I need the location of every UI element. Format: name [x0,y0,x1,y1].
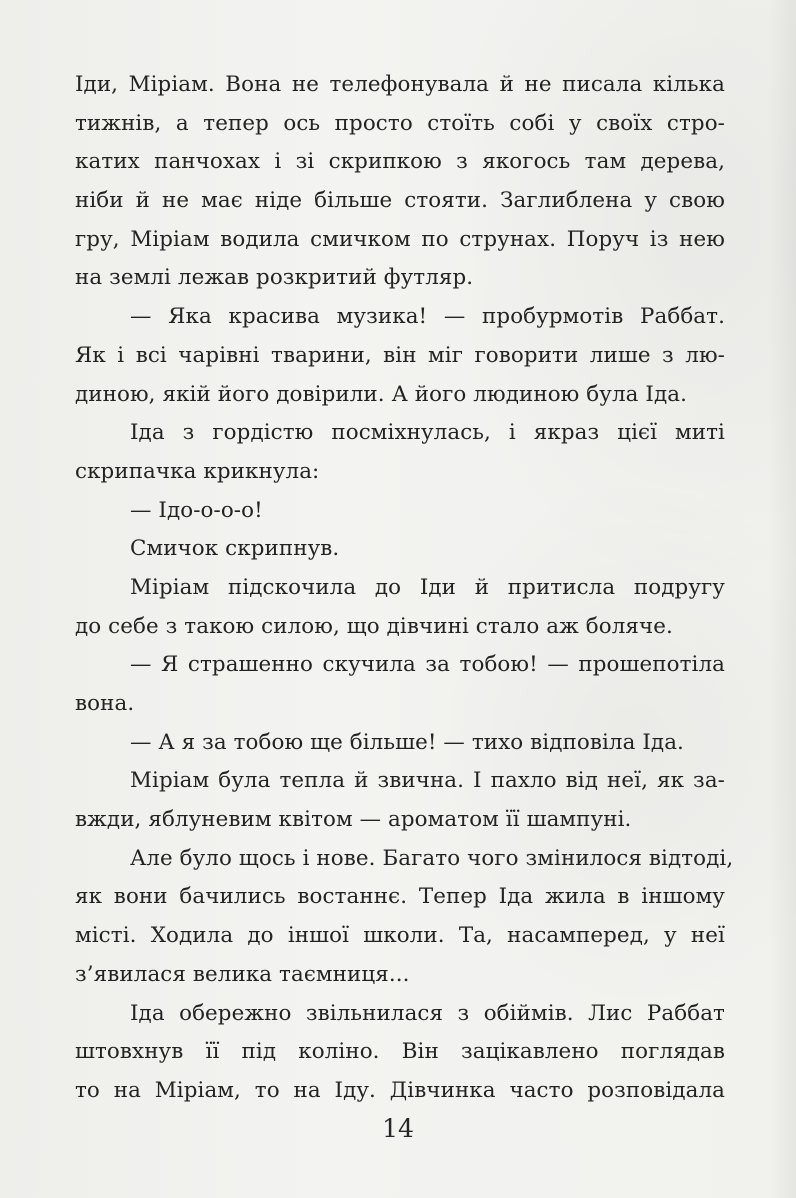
text-line: Іда з гордістю посміхнулась, і якраз цієї миті [130,420,725,446]
text-line: Міріам була тепла й звична. І пахло від неї, як за- [130,768,725,794]
text-line: — А я за тобою ще більше! — тихо відповіла Іда. [130,729,684,755]
page-number: 14 [382,1114,414,1143]
text-line: — Я страшенно скучила за тобою! — прошепотіла [130,652,725,678]
text-line: як вони бачились востаннє. Тепер Іда жила в іншому [75,884,725,910]
text-line: вжди, яблуневим квітом — ароматом її шампуні. [75,807,632,833]
page-edge-shadow [768,0,796,1198]
text-line: — Ідо-о-о-о! [130,497,263,523]
text-line: катих панчохах і зі скрипкою з якогось там дерева, [75,149,725,175]
text-line: до себе з такою силою, що дівчині стало аж боляче. [75,613,673,639]
text-line: на землі лежав розкритий футляр. [75,265,474,291]
text-line: диною, якій його довірили. А його людиною була Іда. [75,381,687,407]
text-line: тижнів, а тепер ось просто стоїть собі у своїх стро- [75,110,725,136]
text-line: вона. [75,691,135,716]
text-line: Іда обережно звільнилася з обіймів. Лис Раббат [130,1000,725,1026]
text-line: місті. Ходила до іншої школи. Та, насамперед, у неї [75,923,725,949]
text-line: Але було щось і нове. Багато чого змінилося відтоді, [130,845,734,871]
text-line: ніби й не має ніде більше стояти. Заглиблена у свою [75,188,725,214]
body-text [75,66,734,1111]
text-line: Міріам підскочила до Іди й притисла подругу [130,574,725,600]
text-line: скрипачка крикнула: [75,458,320,484]
text-line: Як і всі чарівні тварини, він міг говорити лише з лю- [75,342,725,368]
text-line: Іди, Міріам. Вона не телефонувала й не писала кілька [75,72,725,97]
text-line: з’явилася велика таємниця... [75,961,410,987]
text-line: то на Міріам, то на Іду. Дівчинка часто розповідала [75,1077,725,1103]
text-line: гру, Міріам водила смичком по струнах. Поруч із нею [75,226,725,252]
text-line: Смичок скрипнув. [130,536,340,562]
text-line: — Яка красива музика! — пробурмотів Раббат. [130,304,725,330]
text-line: штовхнув її під коліно. Він зацікавлено поглядав [75,1039,725,1065]
